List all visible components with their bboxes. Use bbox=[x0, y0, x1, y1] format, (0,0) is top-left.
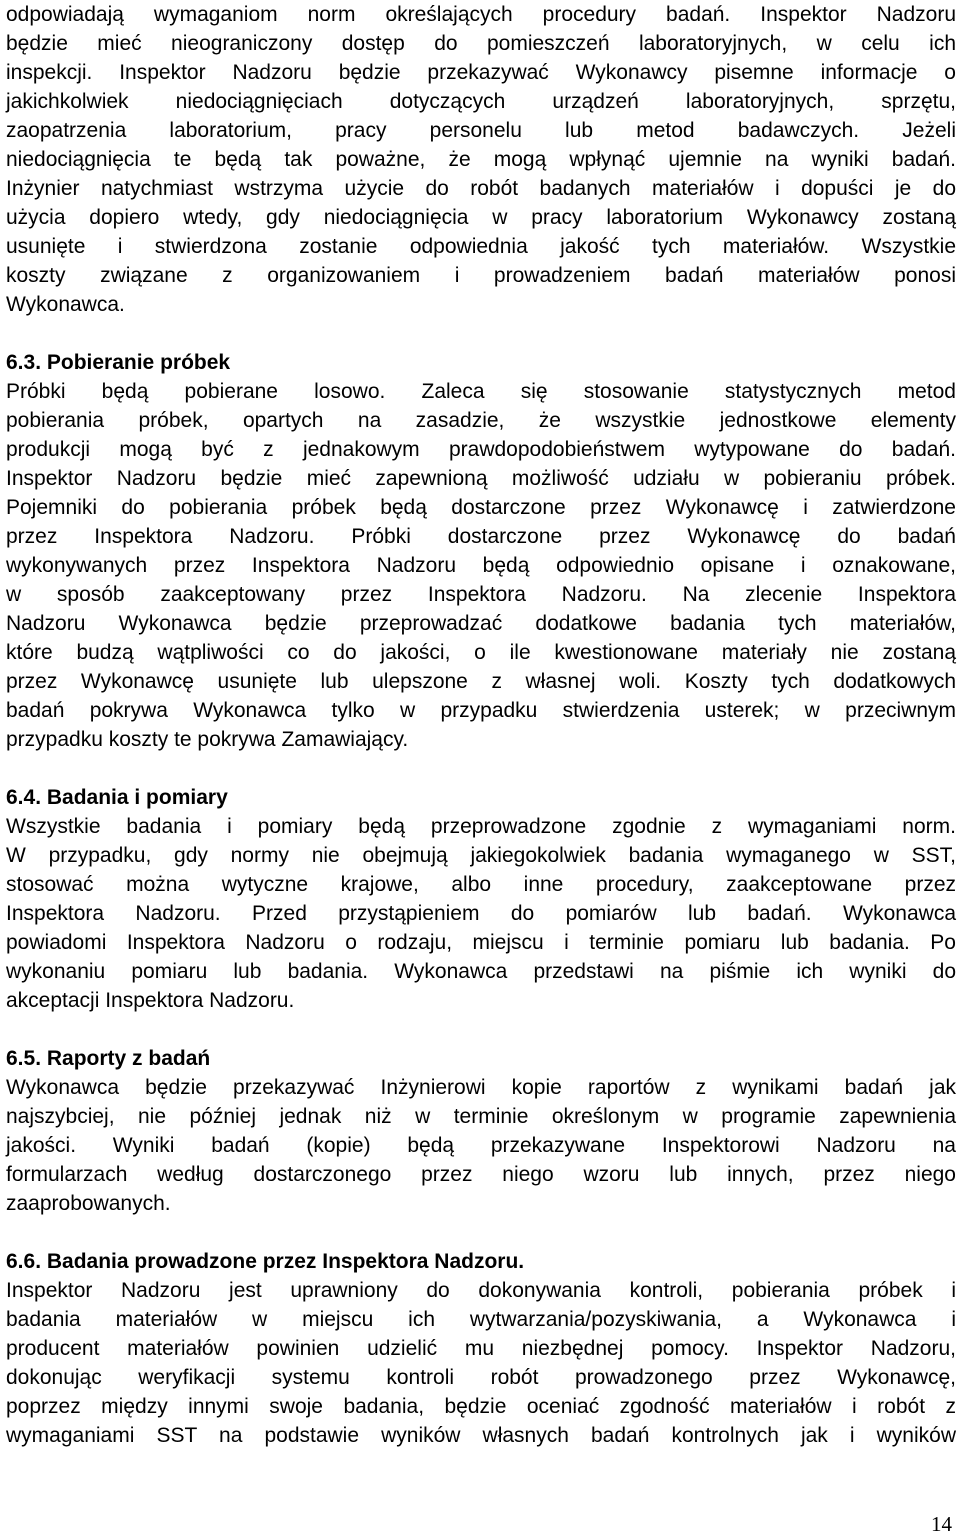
text-line: Nadzoru Wykonawca będzie przeprowadzać dodatkowe badania tych materiałów, bbox=[6, 612, 956, 635]
text-line: powiadomi Inspektora Nadzoru o rodzaju, miejscu i terminie pomiaru lub badania. Po bbox=[6, 931, 956, 954]
text-line: formularzach według dostarczonego przez niego wzoru lub innych, przez niego bbox=[6, 1163, 956, 1186]
text-line: jakichkolwiek niedociągnięciach dotyczących urządzeń laboratoryjnych, sprzętu, bbox=[6, 90, 956, 113]
text-line: Inspektor Nadzoru jest uprawniony do dokonywania kontroli, pobierania próbek i bbox=[6, 1279, 956, 1302]
text-line: badań pokrywa Wykonawca tylko w przypadku stwierdzenia usterek; w przeciwnym bbox=[6, 699, 956, 722]
text-line: Próbki będą pobierane losowo. Zaleca się stosowanie statystycznych metod bbox=[6, 380, 956, 403]
text-line: inspekcji. Inspektor Nadzoru będzie przekazywać Wykonawcy pisemne informacje o bbox=[6, 61, 956, 84]
text-line: usunięte i stwierdzona zostanie odpowiednia jakość tych materiałów. Wszystkie bbox=[6, 235, 956, 258]
section-heading: 6.6. Badania prowadzone przez Inspektora Nadzoru. bbox=[6, 1250, 525, 1273]
text-line: które budzą wątpliwości co do jakości, o ile kwestionowane materiały nie zostaną bbox=[6, 641, 956, 664]
text-line: akceptacji Inspektora Nadzoru. bbox=[6, 989, 295, 1012]
text-line: W przypadku, gdy normy nie obejmują jakiegokolwiek badania wymaganego w SST, bbox=[6, 844, 956, 867]
section bbox=[6, 319, 956, 754]
text-line: odpowiadają wymaganiom norm określających procedury badań. Inspektor Nadzoru bbox=[6, 3, 956, 26]
text-line: przez Wykonawcę usunięte lub ulepszone z własnej woli. Koszty tych dodatkowych bbox=[6, 670, 956, 693]
text-line: poprzez między innymi swoje badania, będzie oceniać zgodność materiałów i robót z bbox=[6, 1395, 956, 1418]
text-line: użycia dopiero wtedy, gdy niedociągnięcia w pracy laboratorium Wykonawcy zostaną bbox=[6, 206, 956, 229]
section-spacer bbox=[6, 1015, 956, 1044]
text-line: niedociągnięcia te będą tak poważne, że mogą wpłynąć ujemnie na wyniki badań. bbox=[6, 148, 956, 171]
text-line: zaopatrzenia laboratorium, pracy personelu lub metod badawczych. Jeżeli bbox=[6, 119, 956, 142]
document-page bbox=[6, 0, 956, 1450]
text-line: Wszystkie badania i pomiary będą przeprowadzone zgodnie z wymaganiami norm. bbox=[6, 815, 956, 838]
page-number: 14 bbox=[931, 1512, 952, 1536]
text-line: Wykonawca. bbox=[6, 293, 125, 316]
text-line: wymaganiami SST na podstawie wyników własnych badań kontrolnych jak i wyników bbox=[6, 1424, 956, 1447]
text-line: przypadku koszty te pokrywa Zamawiający. bbox=[6, 728, 409, 751]
text-line: Wykonawca będzie przekazywać Inżynierowi kopie raportów z wynikami badań jak bbox=[6, 1076, 956, 1099]
section bbox=[6, 1015, 956, 1218]
section-heading: 6.4. Badania i pomiary bbox=[6, 786, 228, 809]
section-continuation bbox=[6, 0, 956, 319]
text-line: stosować można wytyczne krajowe, albo inne procedury, zaakceptowane przez bbox=[6, 873, 956, 896]
text-line: będzie mieć nieograniczony dostęp do pomieszczeń laboratoryjnych, w celu ich bbox=[6, 32, 956, 55]
text-line: koszty związane z organizowaniem i prowadzeniem badań materiałów ponosi bbox=[6, 264, 956, 287]
section-spacer bbox=[6, 1218, 956, 1247]
text-line: najszybciej, nie później jednak niż w terminie określonym w programie zapewnienia bbox=[6, 1105, 956, 1128]
text-line: jakości. Wyniki badań (kopie) będą przekazywane Inspektorowi Nadzoru na bbox=[6, 1134, 956, 1157]
section-heading: 6.3. Pobieranie próbek bbox=[6, 351, 231, 374]
text-line: w sposób zaakceptowany przez Inspektora Nadzoru. Na zlecenie Inspektora bbox=[6, 583, 956, 606]
text-line: pobierania próbek, opartych na zasadzie, że wszystkie jednostkowe elementy bbox=[6, 409, 956, 432]
text-line: Pojemniki do pobierania próbek będą dostarczone przez Wykonawcę i zatwierdzone bbox=[6, 496, 956, 519]
text-line: przez Inspektora Nadzoru. Próbki dostarczone przez Wykonawcę do badań bbox=[6, 525, 956, 548]
text-line: wykonaniu pomiaru lub badania. Wykonawca przedstawi na piśmie ich wyniki do bbox=[6, 960, 956, 983]
text-line: produkcji mogą być z jednakowym prawdopodobieństwem wytypowane do badań. bbox=[6, 438, 956, 461]
section-spacer bbox=[6, 754, 956, 783]
text-line: wykonywanych przez Inspektora Nadzoru będą odpowiednio opisane i oznakowane, bbox=[6, 554, 956, 577]
section-spacer bbox=[6, 319, 956, 348]
text-line: Inspektora Nadzoru. Przed przystąpieniem do pomiarów lub badań. Wykonawca bbox=[6, 902, 956, 925]
text-line: producent materiałów powinien udzielić mu niezbędnej pomocy. Inspektor Nadzoru, bbox=[6, 1337, 956, 1360]
section bbox=[6, 754, 956, 1015]
section-heading: 6.5. Raporty z badań bbox=[6, 1047, 211, 1070]
text-line: badania materiałów w miejscu ich wytwarzania/pozyskiwania, a Wykonawca i bbox=[6, 1308, 956, 1331]
text-line: Inspektor Nadzoru będzie mieć zapewnioną możliwość udziału w pobieraniu próbek. bbox=[6, 467, 956, 490]
text-line: zaaprobowanych. bbox=[6, 1192, 171, 1215]
text-line: Inżynier natychmiast wstrzyma użycie do robót badanych materiałów i dopuści je do bbox=[6, 177, 956, 200]
text-line: dokonując weryfikacji systemu kontroli robót prowadzonego przez Wykonawcę, bbox=[6, 1366, 956, 1389]
section bbox=[6, 1218, 956, 1450]
